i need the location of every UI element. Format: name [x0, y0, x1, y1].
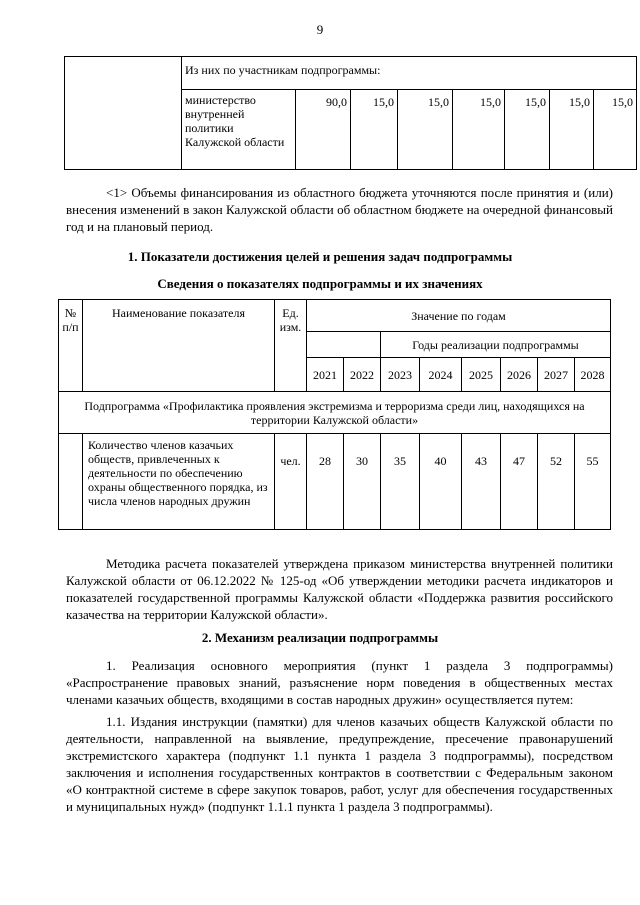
indicator-num [59, 434, 83, 530]
participant-entity: министерство внутренней политики Калужской области [182, 90, 296, 170]
indicator-value: 35 [381, 434, 420, 530]
section1-subheading: Сведения о показателях подпрограммы и их значениях [157, 276, 483, 291]
year-header: 2027 [538, 358, 575, 392]
year-header: 2022 [344, 358, 381, 392]
mechanism-paragraph-2: 1.1. Издания инструкции (памятки) для членов казачьих обществ Калужской области по деятельности, направленной на выявление, предупреждение, пресечение правонарушений экстремистского характера (подпункт 1.1 пункта 1 раздела 3 подпрограммы), посредством заключения и исполнения государственных контрактов в соответствии с Федеральным законом «О контрактной системе в сфере закупок товаров, работ, услуг для обеспечения государственных и муниципальных нужд» (подпункт 1.1.1 пункта 1 раздела 3 подпрограммы). [66, 714, 613, 814]
indicator-value: 43 [462, 434, 501, 530]
funding-table [64, 56, 637, 170]
funding-value: 15,0 [351, 90, 398, 170]
indicator-value: 28 [307, 434, 344, 530]
section1-heading: 1. Показатели достижения целей и решения задач подпрограммы [127, 249, 513, 264]
year-header: 2021 [307, 358, 344, 392]
header-num: № п/п [59, 300, 83, 392]
indicator-value: 40 [420, 434, 462, 530]
indicators-table [58, 299, 611, 530]
year-header: 2025 [462, 358, 501, 392]
funding-table-empty-cell [65, 57, 182, 170]
header-values-by-year: Значение по годам [307, 300, 611, 332]
indicator-value: 47 [501, 434, 538, 530]
indicator-value: 30 [344, 434, 381, 530]
participants-subheader: Из них по участникам подпрограммы: [182, 57, 637, 90]
table-row [59, 434, 611, 530]
year-header: 2028 [575, 358, 611, 392]
indicator-value: 55 [575, 434, 611, 530]
header-implementation-years: Годы реализации подпрограммы [381, 332, 611, 358]
header-indicator-name: Наименование показателя [83, 300, 275, 392]
page-number: 9 [316, 22, 324, 37]
year-header: 2024 [420, 358, 462, 392]
subprogram-row: Подпрограмма «Профилактика проявления экстремизма и терроризма среди лиц, находящихся на территории Калужской области» [59, 392, 611, 434]
header-empty-cell [307, 332, 381, 358]
funding-value: 15,0 [453, 90, 505, 170]
section2-heading: 2. Механизм реализации подпрограммы [201, 630, 439, 645]
footnote: <1> Объемы финансирования из областного бюджета уточняются после принятия и (или) внесения изменений в закон Калужской области об областном бюджете на очередной финансовый год и на плановый период. [66, 185, 613, 234]
year-header: 2026 [501, 358, 538, 392]
mechanism-paragraph-1: 1. Реализация основного мероприятия (пункт 1 раздела 3 подпрограммы) «Распространение правовых знаний, разъяснение норм поведения в общественных местах членами казачьих обществ, входящими в состав народных дружин» осуществляется путем: [66, 658, 613, 707]
indicator-unit: чел. [275, 434, 307, 530]
funding-value: 15,0 [550, 90, 594, 170]
header-unit: Ед. изм. [275, 300, 307, 392]
funding-value: 15,0 [594, 90, 637, 170]
indicator-value: 52 [538, 434, 575, 530]
year-header: 2023 [381, 358, 420, 392]
methodology-paragraph: Методика расчета показателей утверждена приказом министерства внутренней политики Калужской области от 06.12.2022 № 125-од «Об утверждении методики расчета индикаторов и показателей государственной программы Калужской области «Поддержка развития российского казачества на территории Калужской области». [66, 556, 613, 622]
indicator-name: Количество членов казачьих обществ, привлеченных к деятельности по обеспечению охраны общественного порядка, из числа членов народных дружин [83, 434, 275, 530]
funding-value: 90,0 [296, 90, 351, 170]
funding-value: 15,0 [398, 90, 453, 170]
funding-value: 15,0 [505, 90, 550, 170]
